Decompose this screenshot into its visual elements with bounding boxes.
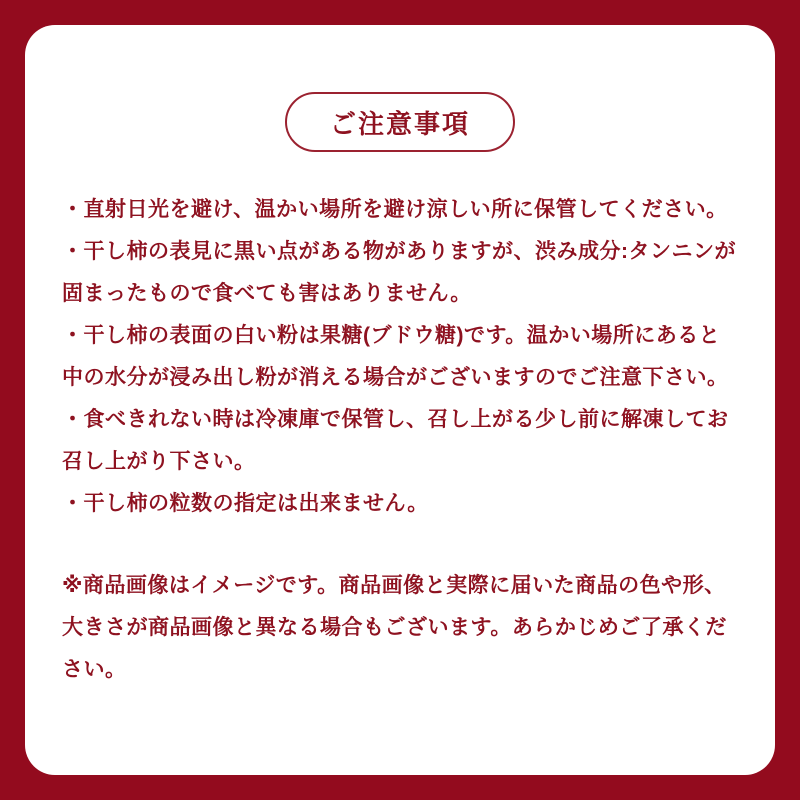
notice-bullet-storage: ・直射日光を避け、温かい場所を避け涼しい所に保管してください。 (62, 198, 728, 221)
notice-bullet-black-spots: ・干し柿の表見に黒い点がある物がありますが、渋み成分:タンニンが固まったもので食べても害はありません。 (62, 240, 736, 305)
notice-title: ご注意事項 (329, 108, 470, 139)
notice-bullet-piece-count: ・干し柿の粒数の指定は出来ません。 (62, 492, 429, 515)
image-disclaimer: ※商品画像はイメージです。商品画像と実際に届いた商品の色や形、大きさが商品画像と異なる場合もございます。あらかじめご了承ください。 (62, 574, 727, 681)
notice-card (25, 25, 775, 775)
notice-bullet-freezer: ・食べきれない時は冷凍庫で保管し、召し上がる少し前に解凍してお召し上がり下さい。 (62, 408, 729, 473)
notice-title-badge (285, 92, 515, 152)
notice-bullet-white-powder: ・干し柿の表面の白い粉は果糖(ブドウ糖)です。温かい場所にあると中の水分が浸み出し粉が消える場合がございますのでご注意下さい。 (62, 324, 729, 389)
notice-body (62, 189, 738, 691)
